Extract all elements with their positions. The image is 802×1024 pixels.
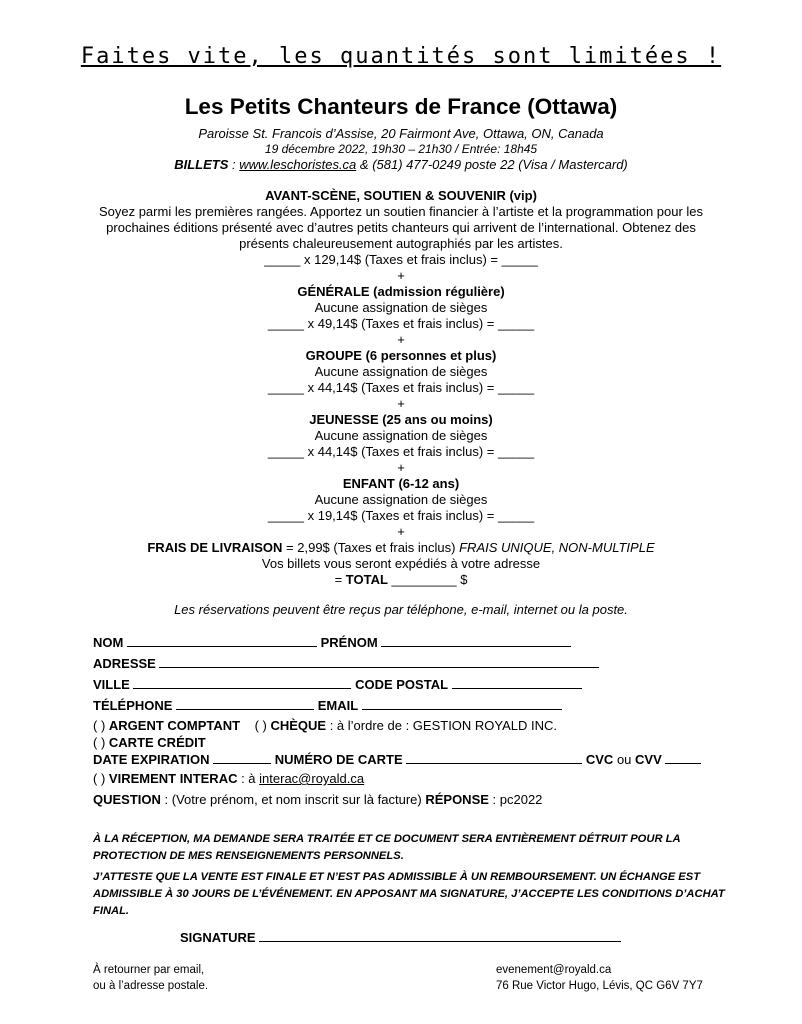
page-title: Les Petits Chanteurs de France (Ottawa) — [184, 94, 618, 119]
ville-field[interactable] — [133, 676, 351, 689]
schedule-line: 19 décembre 2022, 19h30 – 21h30 / Entrée: 18h45 — [264, 142, 538, 156]
telephone-label: TÉLÉPHONE — [93, 698, 173, 713]
jeunesse-note: Aucune assignation de sièges — [314, 428, 488, 443]
card-number-label: NUMÉRO DE CARTE — [274, 752, 403, 767]
expiration-field[interactable] — [213, 751, 271, 764]
question-text: : (Votre prénom, et nom inscrit sur là facture) — [160, 792, 426, 807]
footer-email[interactable]: evenement@royald.ca — [496, 964, 612, 976]
city-row — [93, 676, 582, 692]
cvv-field[interactable] — [665, 751, 701, 764]
credit-card-label: CARTE CRÉDIT — [108, 735, 206, 750]
legal-terms-text: J’ATTESTE QUE LA VENTE EST FINALE ET N’EST PAS ADMISSIBLE À UN REMBOURSEMENT. UN ÉCHANGE EST ADMISSIBLE À 30 JOURS DE L’ÉVÉNEMENT. EN APPOSANT MA SIGNATURE, J’ACCEPTE LES CONDITIONS D’ACHAT FINAL. — [93, 871, 725, 917]
prenom-field[interactable] — [381, 634, 571, 647]
question-label: QUESTION — [93, 792, 161, 807]
footer-return-note — [93, 962, 208, 994]
plus-sign: + — [397, 524, 405, 539]
shipping-note: Vos billets vous seront expédiés à votre adresse — [261, 556, 541, 571]
signature-field[interactable] — [259, 929, 621, 942]
footer-return-line2: ou à l’adresse postale. — [93, 980, 209, 992]
delivery-note: FRAIS UNIQUE, NON-MULTIPLE — [459, 540, 655, 555]
reponse-text: : pc2022 — [488, 792, 543, 807]
interac-row — [93, 771, 364, 786]
cash-label: ARGENT COMPTANT — [108, 718, 241, 733]
question-row — [93, 792, 542, 807]
tickets-label: BILLETS — [174, 157, 229, 172]
vip-description: Soyez parmi les premières rangées. Apportez un soutien financier à l’artiste et la programmation pour les prochaines éditions présenté avec d’autres petits chanteurs qui arrivent de l’international. Obtenez des présents chaleureusement autographiés par les artistes. — [98, 204, 704, 251]
plus-sign: + — [397, 332, 405, 347]
ticket-options — [88, 188, 714, 588]
plus-sign: + — [397, 460, 405, 475]
jeunesse-price-line: _____ x 44,14$ (Taxes et frais inclus) = _____ — [267, 444, 535, 459]
tickets-contact: & (581) 477-0249 poste 22 (Visa / Mastercard) — [356, 157, 628, 172]
interac-email-link[interactable]: interac@royald.ca — [259, 771, 365, 786]
generale-heading: GÉNÉRALE (admission régulière) — [297, 284, 505, 299]
interac-checkbox[interactable]: ( ) — [93, 771, 106, 786]
email-label: EMAIL — [317, 698, 359, 713]
total-field[interactable]: _________ $ — [387, 572, 468, 587]
tickets-line — [0, 157, 802, 172]
reponse-label: RÉPONSE — [425, 792, 489, 807]
delivery-line — [88, 540, 714, 556]
cheque-checkbox[interactable]: ( ) — [254, 718, 267, 733]
cheque-label: CHÈQUE — [270, 718, 327, 733]
expiration-label: DATE EXPIRATION — [93, 752, 210, 767]
adresse-field[interactable] — [159, 655, 599, 668]
code-postal-label: CODE POSTAL — [355, 677, 449, 692]
legal-notice-privacy — [93, 831, 733, 865]
generale-price-line: _____ x 49,14$ (Taxes et frais inclus) = _____ — [267, 316, 535, 331]
delivery-value: = 2,99$ (Taxes et frais inclus) — [282, 540, 460, 555]
legal-notice-terms — [93, 869, 733, 920]
groupe-note: Aucune assignation de sièges — [314, 364, 488, 379]
total-label: TOTAL — [345, 572, 388, 587]
plus-sign: + — [397, 396, 405, 411]
cheque-payee: : à l’ordre de : GESTION ROYALD INC. — [326, 718, 558, 733]
nom-field[interactable] — [127, 634, 317, 647]
delivery-label: FRAIS DE LIVRAISON — [147, 540, 283, 555]
interac-label: VIREMENT INTERAC — [108, 771, 238, 786]
headline — [0, 44, 802, 69]
footer-contact — [496, 962, 703, 994]
payment-row-2 — [93, 735, 206, 750]
groupe-price-line: _____ x 44,14$ (Taxes et frais inclus) = _____ — [267, 380, 535, 395]
enfant-heading: ENFANT (6-12 ans) — [342, 476, 460, 491]
credit-card-checkbox[interactable]: ( ) — [93, 735, 106, 750]
cvv-label: CVV — [635, 752, 662, 767]
vip-heading: AVANT-SCÈNE, SOUTIEN & SOUVENIR (vip) — [265, 188, 537, 203]
adresse-label: ADRESSE — [93, 656, 156, 671]
groupe-heading: GROUPE (6 personnes et plus) — [305, 348, 497, 363]
footer-address: 76 Rue Victor Hugo, Lévis, QC G6V 7Y7 — [496, 980, 703, 992]
generale-note: Aucune assignation de sièges — [314, 300, 488, 315]
enfant-note: Aucune assignation de sièges — [314, 492, 488, 507]
headline-text: Faites vite, les quantités sont limitées ! — [80, 44, 722, 69]
signature-label: SIGNATURE — [180, 930, 256, 945]
prenom-label: PRÉNOM — [320, 635, 378, 650]
card-number-field[interactable] — [406, 751, 582, 764]
footer-return-line1: À retourner par email, — [93, 964, 205, 976]
address-row — [93, 655, 599, 671]
vip-price-line: _____ x 129,14$ (Taxes et frais inclus) = _____ — [264, 252, 538, 267]
cash-checkbox[interactable]: ( ) — [93, 718, 106, 733]
payment-row-1 — [93, 718, 557, 733]
reservation-note: Les réservations peuvent être reçus par téléphone, e-mail, internet ou la poste. — [174, 602, 628, 617]
contact-row — [93, 697, 562, 713]
nom-label: NOM — [93, 635, 124, 650]
total-prefix: = — [334, 572, 346, 587]
legal-privacy-text: À LA RÉCEPTION, MA DEMANDE SERA TRAITÉE ET CE DOCUMENT SERA ENTIÈREMENT DÉTRUIT POUR LA PROTECTION DE MES RENSEIGNEMENTS PERSONNELS. — [93, 833, 681, 862]
email-field[interactable] — [362, 697, 562, 710]
tickets-sep: : — [228, 157, 240, 172]
telephone-field[interactable] — [176, 697, 314, 710]
cvc-label: CVC — [585, 752, 614, 767]
code-postal-field[interactable] — [452, 676, 582, 689]
tickets-website-link[interactable]: www.leschoristes.ca — [239, 157, 357, 172]
venue-line: Paroisse St. Francois d’Assise, 20 Fairmont Ave, Ottawa, ON, Canada — [198, 126, 604, 141]
name-row — [93, 634, 571, 650]
signature-row — [180, 929, 621, 945]
card-details-row — [93, 751, 701, 767]
ville-label: VILLE — [93, 677, 130, 692]
plus-sign: + — [397, 268, 405, 283]
jeunesse-heading: JEUNESSE (25 ans ou moins) — [309, 412, 493, 427]
cvc-ou: ou — [613, 752, 636, 767]
interac-sep: : à — [237, 771, 260, 786]
total-line — [88, 572, 714, 588]
enfant-price-line: _____ x 19,14$ (Taxes et frais inclus) = _____ — [267, 508, 535, 523]
